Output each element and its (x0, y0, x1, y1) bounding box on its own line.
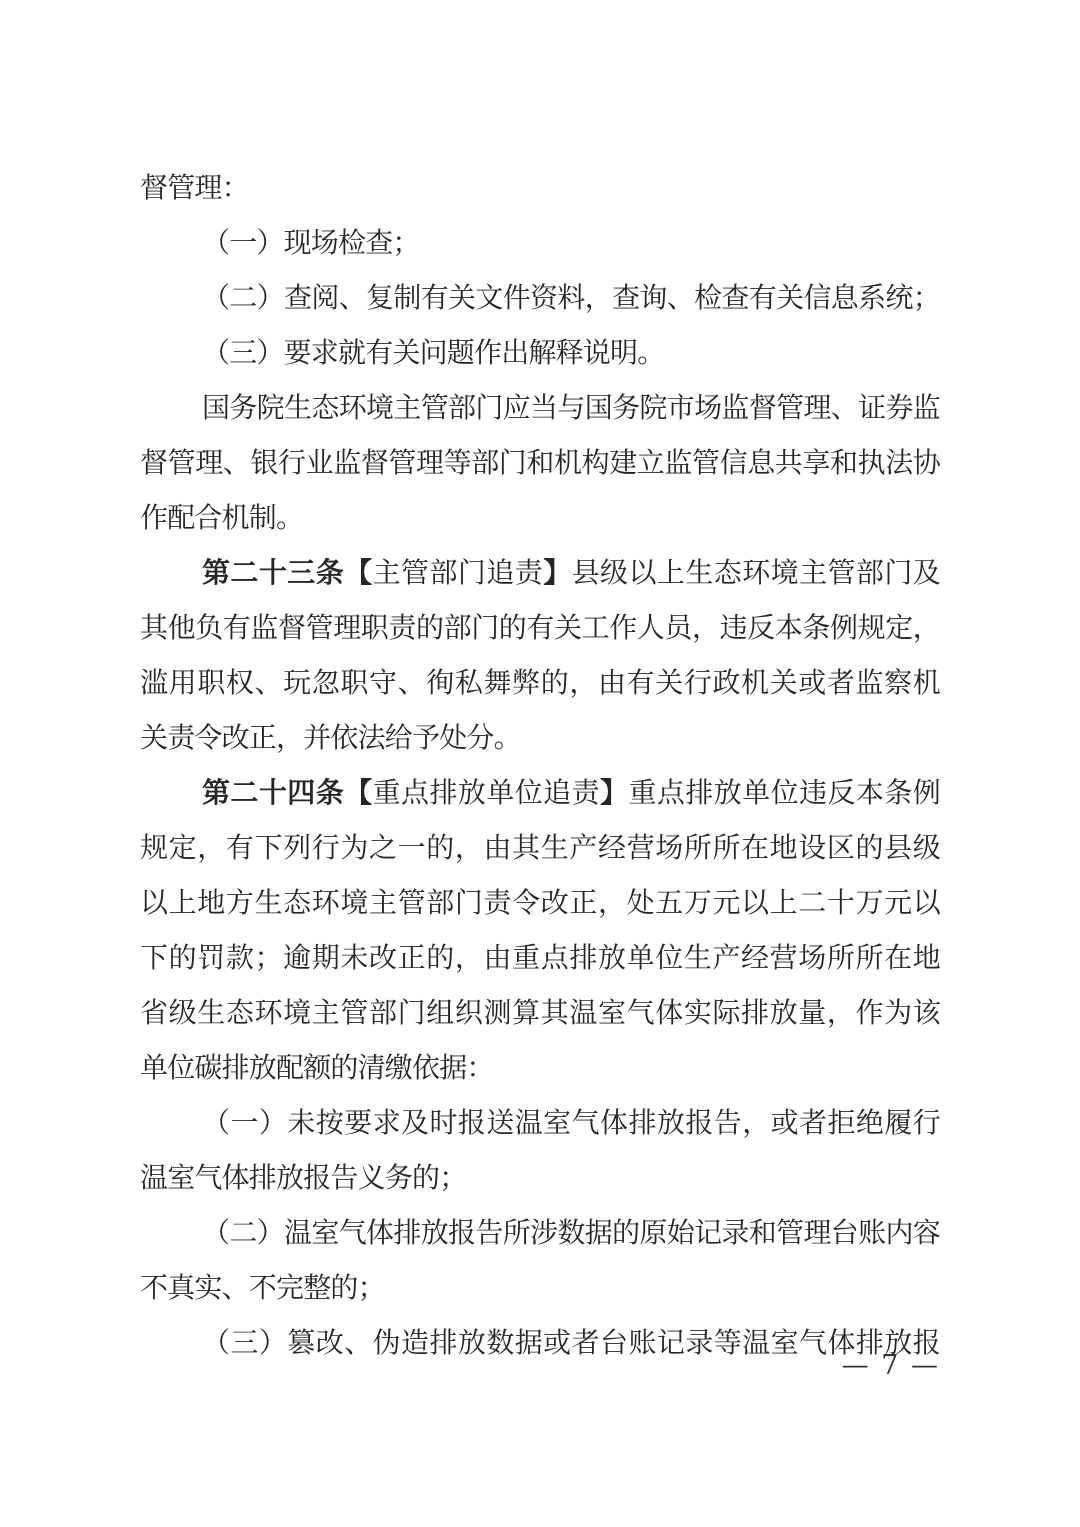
text-span: 下的罚款；逾期未改正的，由重点排放单位生产经营场所所在地 (140, 941, 940, 974)
text-line (140, 930, 940, 985)
text-span: （二）查阅、复制有关文件资料，查询、检查有关信息系统； (202, 281, 940, 314)
text-span: （三）要求就有关问题作出解释说明。 (202, 336, 665, 369)
text-line (140, 875, 940, 930)
article-number: 第二十三条 (202, 556, 345, 589)
text-span: 以上地方生态环境主管部门责令改正，处五万元以上二十万元以 (140, 886, 940, 919)
text-line (140, 655, 940, 710)
text-line (140, 270, 940, 325)
text-span: 规定，有下列行为之一的，由其生产经营场所所在地设区的县级 (140, 831, 940, 864)
text-line (140, 490, 940, 545)
text-span: 【 (344, 556, 373, 589)
text-span: 其他负有监督管理职责的部门的有关工作人员，违反本条例规定， (140, 611, 940, 644)
page-number: — 7 — (841, 1350, 940, 1381)
text-span: 重点排放单位违反本条例 (628, 776, 940, 809)
article-annotation: 重点排放单位追责 (372, 776, 601, 809)
text-line (140, 820, 940, 875)
text-line (140, 215, 940, 270)
text-span: 不真实、不完整的； (140, 1271, 385, 1304)
text-span: 温室气体排放报告义务的； (140, 1161, 467, 1194)
text-span: 县级以上生态环境主管部门及 (571, 556, 940, 589)
text-span: （一）未按要求及时报送温室气体排放报告，或者拒绝履行 (202, 1106, 940, 1139)
text-span: 国务院生态环境主管部门应当与国务院市场监督管理、证券监 (202, 391, 940, 424)
text-line (140, 1040, 940, 1095)
text-span: 】 (543, 556, 572, 589)
text-line (140, 380, 940, 435)
text-line (140, 710, 940, 765)
text-span: 单位碳排放配额的清缴依据： (140, 1051, 494, 1084)
article-number: 第二十四条 (202, 776, 345, 809)
text-span: （一）现场检查； (202, 226, 420, 259)
text-line (140, 985, 940, 1040)
text-line (140, 160, 940, 215)
text-line (140, 1260, 940, 1315)
text-span: 督管理： (140, 171, 249, 204)
text-span: 作配合机制。 (140, 501, 304, 534)
text-span: 【 (344, 776, 373, 809)
text-span: 】 (600, 776, 629, 809)
text-span: （二）温室气体排放报告所涉数据的原始记录和管理台账内容 (202, 1216, 940, 1249)
text-line (140, 325, 940, 380)
text-line (140, 765, 940, 820)
text-span: 关责令改正，并依法给予处分。 (140, 721, 521, 754)
text-line (140, 1095, 940, 1150)
article-annotation: 主管部门追责 (372, 556, 544, 589)
text-span: 滥用职权、玩忽职守、徇私舞弊的，由有关行政机关或者监察机 (140, 666, 940, 699)
text-line (140, 1150, 940, 1205)
text-line (140, 600, 940, 655)
text-span: （三）篡改、伪造排放数据或者台账记录等温室气体排放报 (202, 1326, 940, 1359)
text-span: 督管理、银行业监督管理等部门和机构建立监管信息共享和执法协 (140, 446, 940, 479)
text-line (140, 1205, 940, 1260)
text-line (140, 545, 940, 600)
text-span: 省级生态环境主管部门组织测算其温室气体实际排放量，作为该 (140, 996, 940, 1029)
text-line (140, 435, 940, 490)
document-body (140, 160, 940, 1370)
